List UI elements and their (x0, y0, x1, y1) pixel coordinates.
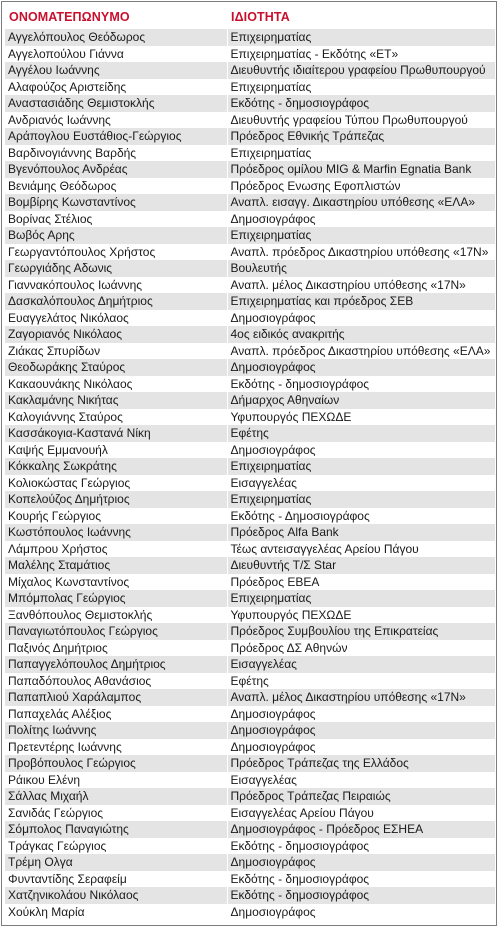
table-row (5, 541, 495, 558)
person-role: Εφέτης (227, 425, 495, 442)
person-role: Εισαγγελέας (227, 772, 495, 789)
table-row (5, 739, 495, 756)
person-role: Τέως αντεισαγγελέας Αρείου Πάγου (227, 541, 495, 558)
table-row (5, 425, 495, 442)
table-row (5, 442, 495, 459)
person-role: Πρόεδρος Τράπεζας της Ελλάδος (227, 755, 495, 772)
person-name: Τρέμη Ολγα (5, 854, 227, 871)
table-row (5, 838, 495, 855)
person-name: Παξινός Δημήτριος (5, 640, 227, 657)
person-role: Επιχειρηματίας (227, 227, 495, 244)
person-role: Εκδότης - δημοσιογράφος (227, 376, 495, 393)
table-row (5, 574, 495, 591)
person-role: Εκδότης - δημοσιογράφος (227, 95, 495, 112)
person-name: Αγγέλου Ιωάννης (5, 62, 227, 79)
person-name: Καψής Εμμανουήλ (5, 442, 227, 459)
person-name: Μαλέλης Σταμάτιος (5, 557, 227, 574)
table-row (5, 689, 495, 706)
person-name: Κασσάκογια-Καστανά Νίκη (5, 425, 227, 442)
person-role: Εκδότης - δημοσιογράφος (227, 838, 495, 855)
person-name: Φυνταντίδης Σεραφείμ (5, 871, 227, 888)
person-name: Παπαχελάς Αλέξιος (5, 706, 227, 723)
person-name: Μίχαλος Κωνσταντίνος (5, 574, 227, 591)
person-name: Αγγελοπούλου Γιάννα (5, 46, 227, 63)
table-row (5, 722, 495, 739)
table-row (5, 227, 495, 244)
table-row (5, 755, 495, 772)
person-name: Κακλαμάνης Νικήτας (5, 392, 227, 409)
table-row (5, 871, 495, 888)
table-row (5, 854, 495, 871)
person-name: Λάμπρου Χρήστος (5, 541, 227, 558)
person-name: Παναγιωτόπουλος Γεώργιος (5, 623, 227, 640)
column-header-name: ΟΝΟΜΑΤΕΠΩΝΥΜΟ (9, 10, 130, 24)
person-role: Επιχειρηματίας (227, 29, 495, 46)
person-role: Δημοσιογράφος (227, 211, 495, 228)
person-name: Αγγελόπουλος Θεόδωρος (5, 29, 227, 46)
table-row (5, 244, 495, 261)
table-row (5, 904, 495, 921)
person-name: Παπαπλιού Χαράλαμπος (5, 689, 227, 706)
person-name: Παπαδόπουλος Αθανάσιος (5, 673, 227, 690)
person-name: Γεωργιάδης Αδωνις (5, 260, 227, 277)
table-row (5, 310, 495, 327)
person-name: Σάλλας Μιχαήλ (5, 788, 227, 805)
person-role: Επιχειρηματίας και πρόεδρος ΣΕΒ (227, 293, 495, 310)
person-role: Δημοσιογράφος - Πρόεδρος ΕΣΗΕΑ (227, 821, 495, 838)
table-row (5, 79, 495, 96)
table-row (5, 409, 495, 426)
table-row (5, 343, 495, 360)
person-name: Κακαουνάκης Νικόλαος (5, 376, 227, 393)
person-role: Επιχειρηματίας (227, 590, 495, 607)
person-name: Καλογιάννης Σταύρος (5, 409, 227, 426)
table-row (5, 46, 495, 63)
table-row (5, 95, 495, 112)
person-name: Βωβός Αρης (5, 227, 227, 244)
people-table (5, 5, 495, 920)
person-name: Προβόπουλος Γεώργιος (5, 755, 227, 772)
person-name: Κουρής Γεώργιος (5, 508, 227, 525)
person-name: Ξανθόπουλος Θεμιστοκλής (5, 607, 227, 624)
person-role: Αναπλ. μέλος Δικαστηρίου υπόθεσης «17Ν» (227, 689, 495, 706)
person-name: Τράγκας Γεώργιος (5, 838, 227, 855)
person-role: Υφυπουργός ΠΕΧΩΔΕ (227, 607, 495, 624)
person-role: Πρόεδρος ΔΣ Αθηνών (227, 640, 495, 657)
table-row (5, 673, 495, 690)
person-name: Πολίτης Ιωάννης (5, 722, 227, 739)
table-row (5, 62, 495, 79)
person-role: Πρόεδρος Alfa Bank (227, 524, 495, 541)
person-role: Δημοσιογράφος (227, 706, 495, 723)
person-role: Πρόεδρος ομίλου MIG & Marfin Egnatia Bank (227, 161, 495, 178)
person-name: Μπόμπολας Γεώργιος (5, 590, 227, 607)
person-role: Δημοσιογράφος (227, 739, 495, 756)
person-role: Εκδότης - δημοσιογράφος (227, 887, 495, 904)
table-row (5, 178, 495, 195)
person-name: Πρετεντέρης Ιωάννης (5, 739, 227, 756)
person-role: Εκδότης - δημοσιογράφος (227, 871, 495, 888)
person-name: Γεωργαντόπουλος Χρήστος (5, 244, 227, 261)
table-row (5, 788, 495, 805)
table-header-row (5, 5, 495, 29)
person-role: Διευθυντής ιδιαίτερου γραφείου Πρωθυπουργού (227, 62, 495, 79)
person-role: Δημοσιογράφος (227, 904, 495, 921)
person-name: Αράπογλου Ευστάθιος-Γεώργιος (5, 128, 227, 145)
table-row (5, 458, 495, 475)
person-name: Ζιάκας Σπυρίδων (5, 343, 227, 360)
table-row (5, 359, 495, 376)
table-row (5, 260, 495, 277)
table-row (5, 805, 495, 822)
table-row (5, 706, 495, 723)
person-name: Ράικου Ελένη (5, 772, 227, 789)
person-role: Επιχειρηματίας - Εκδότης «ΕΤ» (227, 46, 495, 63)
person-role: Επιχειρηματίας (227, 491, 495, 508)
person-role: Πρόεδρος Τράπεζας Πειραιώς (227, 788, 495, 805)
person-role: Εισαγγελέας Αρείου Πάγου (227, 805, 495, 822)
column-header-role: ΙΔΙΟΤΗΤΑ (231, 10, 290, 24)
table-row (5, 277, 495, 294)
person-name: Ανδριανός Ιωάννης (5, 112, 227, 129)
table-row (5, 640, 495, 657)
person-role: Δημοσιογράφος (227, 359, 495, 376)
person-name: Σόμπολος Παναγιώτης (5, 821, 227, 838)
person-role: Επιχειρηματίας (227, 145, 495, 162)
person-role: Εφέτης (227, 673, 495, 690)
person-name: Αναστασιάδης Θεμιστοκλής (5, 95, 227, 112)
table-row (5, 590, 495, 607)
person-role: Επιχειρηματίας (227, 458, 495, 475)
person-role: Πρόεδρος Εθνικής Τράπεζας (227, 128, 495, 145)
person-role: Διευθυντής γραφείου Τύπου Πρωθυπουργού (227, 112, 495, 129)
table-row (5, 623, 495, 640)
person-name: Γιαννακόπουλος Ιωάννης (5, 277, 227, 294)
person-name: Βορίνας Στέλιος (5, 211, 227, 228)
table-row (5, 772, 495, 789)
table-row (5, 161, 495, 178)
person-role: Πρόεδρος ΕΒΕΑ (227, 574, 495, 591)
person-role: Αναπλ. εισαγγ. Δικαστηρίου υπόθεσης «ΕΛΑ» (227, 194, 495, 211)
person-role: Επιχειρηματίας (227, 79, 495, 96)
table-row (5, 607, 495, 624)
person-role: Εισαγγελέας (227, 656, 495, 673)
person-role: 4ος ειδικός ανακριτής (227, 326, 495, 343)
table-row (5, 376, 495, 393)
person-name: Βενιάμης Θεόδωρος (5, 178, 227, 195)
table-row (5, 293, 495, 310)
table-row (5, 194, 495, 211)
table-row (5, 524, 495, 541)
table-row (5, 508, 495, 525)
person-name: Χατζηνικολάου Νικόλαος (5, 887, 227, 904)
person-role: Διευθυντής Τ/Σ Star (227, 557, 495, 574)
person-name: Βαρδινογιάννης Βαρδής (5, 145, 227, 162)
table-row (5, 887, 495, 904)
person-name: Χούκλη Μαρία (5, 904, 227, 921)
table-row (5, 145, 495, 162)
person-role: Αναπλ. πρόεδρος Δικαστηρίου υπόθεσης «ΕΛΑ» (227, 343, 495, 360)
table-row (5, 211, 495, 228)
table-row (5, 821, 495, 838)
person-name: Κόκκαλης Σωκράτης (5, 458, 227, 475)
person-role: Δημοσιογράφος (227, 854, 495, 871)
person-role: Δήμαρχος Αθηναίων (227, 392, 495, 409)
person-name: Βγενόπουλος Ανδρέας (5, 161, 227, 178)
table-row (5, 392, 495, 409)
person-role: Υφυπουργός ΠΕΧΩΔΕ (227, 409, 495, 426)
table-row (5, 112, 495, 129)
table-row (5, 475, 495, 492)
table-body (5, 29, 495, 920)
person-role: Δημοσιογράφος (227, 442, 495, 459)
person-name: Αλαφούζος Αριστείδης (5, 79, 227, 96)
table-row (5, 491, 495, 508)
table-row (5, 29, 495, 46)
person-role: Εισαγγελέας (227, 475, 495, 492)
person-name: Κολιοκώστας Γεώργιος (5, 475, 227, 492)
table-row (5, 656, 495, 673)
person-role: Εκδότης - Δημοσιογράφος (227, 508, 495, 525)
table-row (5, 557, 495, 574)
person-name: Βομβίρης Κωνσταντίνος (5, 194, 227, 211)
person-name: Κωστόπουλος Ιωάννης (5, 524, 227, 541)
person-role: Δημοσιογράφος (227, 722, 495, 739)
person-name: Σανιδάς Γεώργιος (5, 805, 227, 822)
person-role: Βουλευτής (227, 260, 495, 277)
person-name: Ζαγοριανός Νικόλαος (5, 326, 227, 343)
person-name: Παπαγγελόπουλος Δημήτριος (5, 656, 227, 673)
person-role: Δημοσιογράφος (227, 310, 495, 327)
person-role: Πρόεδρος Συμβουλίου της Επικρατείας (227, 623, 495, 640)
person-name: Ευαγγελάτος Νικόλαος (5, 310, 227, 327)
table-row (5, 128, 495, 145)
person-name: Κοπελούζος Δημήτριος (5, 491, 227, 508)
person-name: Θεοδωράκης Σταύρος (5, 359, 227, 376)
person-role: Αναπλ. μέλος Δικαστηρίου υπόθεσης «17Ν» (227, 277, 495, 294)
person-role: Αναπλ. πρόεδρος Δικαστηρίου υπόθεσης «17Ν» (227, 244, 495, 261)
table-row (5, 326, 495, 343)
person-name: Δασκαλόπουλος Δημήτριος (5, 293, 227, 310)
person-role: Πρόεδρος Ενωσης Εφοπλιστών (227, 178, 495, 195)
